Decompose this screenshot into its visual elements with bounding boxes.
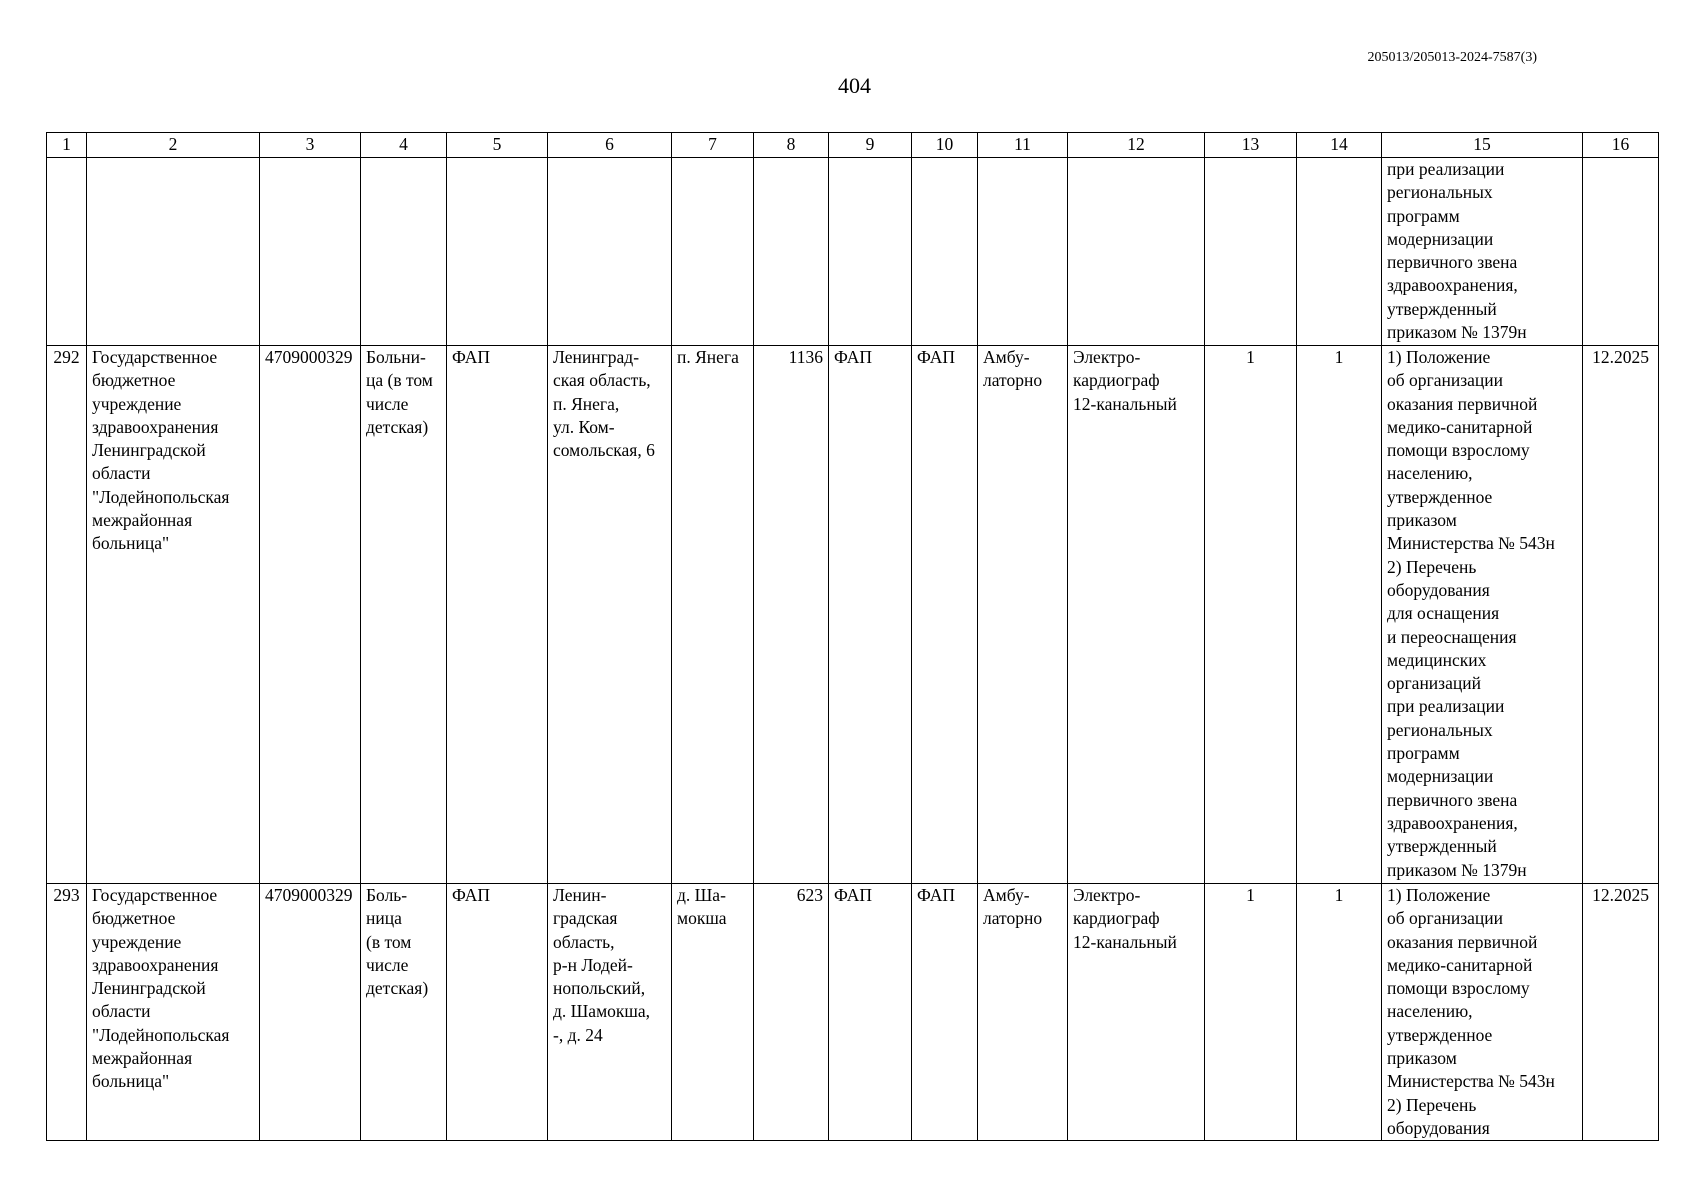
population-cell: 623 [754, 884, 829, 1141]
institution-cell: Государственное бюджетное учреждение здравоохранения Ленинградской области "Лодейнопольская межрайонная больница" [87, 346, 260, 884]
column-header: 3 [260, 133, 361, 158]
table-cell [978, 158, 1068, 346]
column-header: 16 [1583, 133, 1659, 158]
date-cell: 12.2025 [1583, 346, 1659, 884]
care-mode-cell: Амбу- латорно [978, 346, 1068, 884]
institution-cell: Государственное бюджетное учреждение здравоохранения Ленинградской области "Лодейнопольская межрайонная больница" [87, 884, 260, 1141]
column-header: 8 [754, 133, 829, 158]
equipment-cell: Электро- кардиограф 12-канальный [1068, 884, 1205, 1141]
address-cell: Ленинград- ская область, п. Янега, ул. Ком- сомольская, 6 [548, 346, 672, 884]
row-number-cell: 292 [47, 346, 87, 884]
inn-cell: 4709000329 [260, 346, 361, 884]
table-cell [87, 158, 260, 346]
table-row-continuation [47, 158, 1659, 346]
column-header: 13 [1205, 133, 1297, 158]
quantity-cell: 1 [1297, 884, 1382, 1141]
column-header: 7 [672, 133, 754, 158]
column-header: 2 [87, 133, 260, 158]
care-mode-cell: Амбу- латорно [978, 884, 1068, 1141]
unit-type-cell: ФАП [447, 884, 548, 1141]
column-header: 4 [361, 133, 447, 158]
table-cell [361, 158, 447, 346]
row-number-cell: 293 [47, 884, 87, 1141]
column-header: 14 [1297, 133, 1382, 158]
settlement-cell: д. Ша- мокша [672, 884, 754, 1141]
document-id: 205013/205013-2024-7587(3) [1367, 50, 1537, 65]
table-row [47, 346, 1659, 884]
table-header-row [47, 133, 1659, 158]
table-cell [672, 158, 754, 346]
regulation-cell: 1) Положение об организации оказания первичной медико-санитарной помощи взрослому населению, утвержденное приказом Министерства № 543н 2) Перечень оборудования [1382, 884, 1583, 1141]
facility-type-cell: Больни- ца (в том числе детская) [361, 346, 447, 884]
column-header: 11 [978, 133, 1068, 158]
column-header: 10 [912, 133, 978, 158]
table-cell [912, 158, 978, 346]
address-cell: Ленин- градская область, р-н Лодей- нопольский, д. Шамокша, -, д. 24 [548, 884, 672, 1141]
table-cell [447, 158, 548, 346]
column-header: 6 [548, 133, 672, 158]
column-header: 9 [829, 133, 912, 158]
settlement-cell: п. Янега [672, 346, 754, 884]
table-cell [1068, 158, 1205, 346]
unit-cell: ФАП [912, 884, 978, 1141]
regulation-cell: при реализации региональных программ модернизации первичного звена здравоохранения, утвержденный приказом № 1379н [1382, 158, 1583, 346]
unit-cell: ФАП [912, 346, 978, 884]
regulation-cell: 1) Положение об организации оказания первичной медико-санитарной помощи взрослому населению, утвержденное приказом Министерства № 543н 2) Перечень оборудования для оснащения и переоснащения медицинских организаций при реализации региональных программ модернизации первичного звена здравоохранения, утвержденный приказом № 1379н [1382, 346, 1583, 884]
table-cell [1583, 158, 1659, 346]
table-cell [47, 158, 87, 346]
column-header: 1 [47, 133, 87, 158]
table-cell [829, 158, 912, 346]
inn-cell: 4709000329 [260, 884, 361, 1141]
population-cell: 1136 [754, 346, 829, 884]
quantity-cell: 1 [1205, 884, 1297, 1141]
unit-cell: ФАП [829, 346, 912, 884]
table-cell [260, 158, 361, 346]
unit-type-cell: ФАП [447, 346, 548, 884]
equipment-cell: Электро- кардиограф 12-канальный [1068, 346, 1205, 884]
column-header: 5 [447, 133, 548, 158]
page-number: 404 [838, 73, 871, 98]
table-cell [754, 158, 829, 346]
quantity-cell: 1 [1297, 346, 1382, 884]
table-row [47, 884, 1659, 1141]
date-cell: 12.2025 [1583, 884, 1659, 1141]
unit-cell: ФАП [829, 884, 912, 1141]
column-header: 12 [1068, 133, 1205, 158]
table-cell [1205, 158, 1297, 346]
table-cell [1297, 158, 1382, 346]
table-cell [548, 158, 672, 346]
quantity-cell: 1 [1205, 346, 1297, 884]
equipment-table [46, 132, 1659, 1141]
column-header: 15 [1382, 133, 1583, 158]
facility-type-cell: Боль- ница (в том числе детская) [361, 884, 447, 1141]
